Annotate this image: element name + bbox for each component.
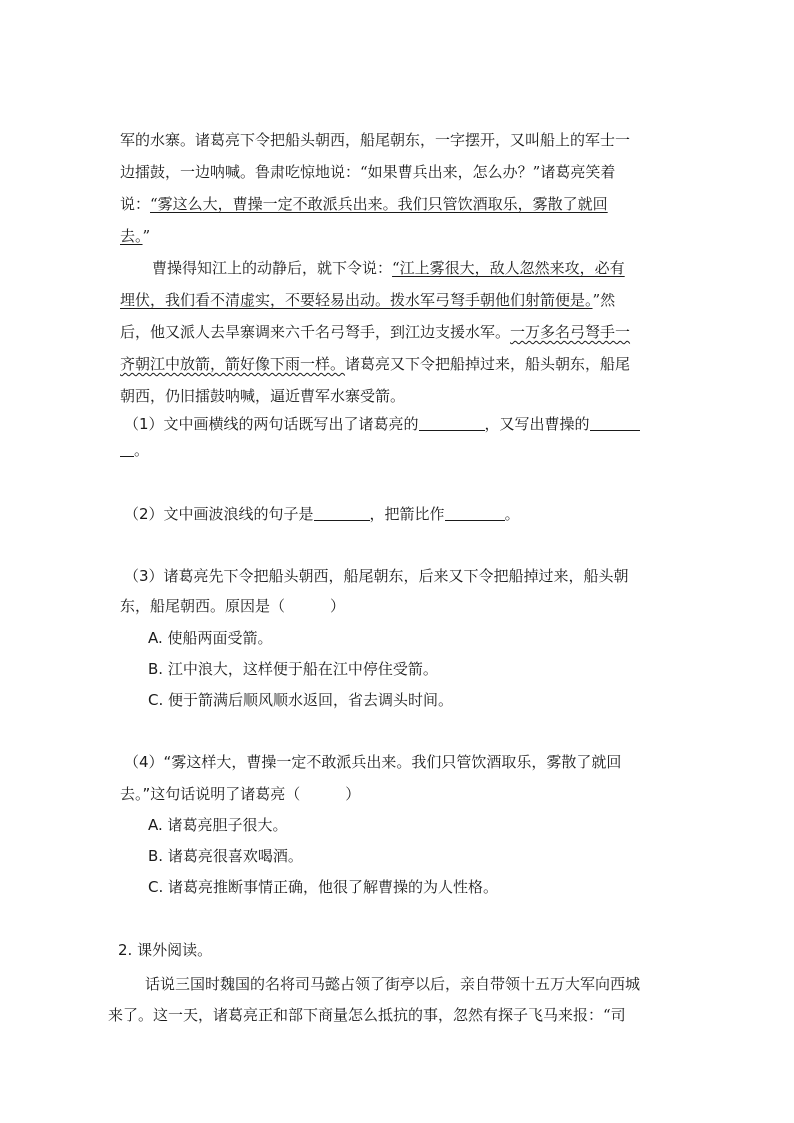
answer-blank[interactable]	[419, 414, 485, 431]
question-3-stem-line-2: 东，船尾朝西。原因是（ ）	[120, 597, 346, 615]
underlined-sentence-cao-end: 埋伏，我们看不清虚实，不要轻易出动。拨水军弓弩手朝他们射箭便是。	[120, 291, 593, 309]
question-2: （2）文中画波浪线的句子是 ，把箭比作 。	[124, 505, 520, 523]
answer-blank[interactable]	[445, 504, 505, 521]
section-2-line-2: 来了。这一天，诸葛亮正和部下商量怎么抵抗的事，忽然有探子飞马来报：“司	[108, 1006, 626, 1024]
question-3-stem-line-1: （3）诸葛亮先下令把船头朝西，船尾朝东，后来又下令把船掉过来，船头朝	[124, 567, 629, 585]
question-4-stem-line-2: 去。”这句话说明了诸葛亮（ ）	[120, 785, 361, 803]
passage-line-4: 去。”	[120, 227, 151, 245]
question-3-option-c[interactable]: C. 便于箭满后顺风顺水返回，省去调头时间。	[148, 691, 454, 709]
passage-line-5: 曹操得知江上的动静后，就下令说：“江上雾很大，敌人忽然来攻，必有	[152, 259, 625, 277]
passage-line-6: 埋伏，我们看不清虚实，不要轻易出动。拨水军弓弩手朝他们射箭便是。”然	[120, 291, 616, 309]
passage-line-2: 边擂鼓，一边呐喊。鲁肃吃惊地说：“如果曹兵出来，怎么办？”诸葛亮笑着	[120, 163, 616, 181]
section-2-line-1: 话说三国时魏国的名将司马懿占领了街亭以后，亲自带领十五万大军向西城	[145, 975, 641, 993]
wavy-sentence-end: 齐朝江中放箭，箭好像下雨一样。	[120, 355, 346, 373]
section-2-title: 2. 课外阅读。	[118, 941, 213, 959]
question-1-line-2: 。	[120, 440, 149, 460]
question-4-option-c[interactable]: C. 诸葛亮推断事情正确，他很了解曹操的为人性格。	[148, 878, 499, 896]
underlined-sentence-zhuge-end: 去。	[120, 227, 143, 245]
answer-blank[interactable]	[120, 440, 134, 457]
question-3-option-b[interactable]: B. 江中浪大，这样便于船在江中停住受箭。	[148, 660, 438, 678]
passage-line-3: 说：“雾这么大，曹操一定不敢派兵出来。我们只管饮酒取乐，雾散了就回	[120, 195, 608, 213]
question-3-option-a[interactable]: A. 使船两面受箭。	[148, 629, 273, 647]
passage-line-1: 军的水寨。诸葛亮下令把船头朝西，船尾朝东，一字摆开，又叫船上的军士一	[120, 131, 631, 149]
passage-line-9: 朝西，仍旧擂鼓呐喊，逼近曹军水寨受箭。	[120, 387, 406, 405]
question-1-line-1: （1）文中画横线的两句话既写出了诸葛亮的 ，又写出曹操的	[124, 414, 640, 434]
wavy-sentence: 一万多名弓弩手一	[510, 323, 631, 341]
question-4-option-a[interactable]: A. 诸葛亮胆子很大。	[148, 816, 288, 834]
answer-blank[interactable]	[590, 414, 640, 431]
question-4-option-b[interactable]: B. 诸葛亮很喜欢喝酒。	[148, 847, 303, 865]
underlined-sentence-cao: “江上雾很大，敌人忽然来攻，必有	[392, 259, 625, 277]
answer-blank[interactable]	[314, 504, 370, 521]
passage-line-7: 后，他又派人去旱寨调来六千名弓弩手，到江边支援水军。一万多名弓弩手一	[120, 323, 631, 341]
question-4-stem-line-1: （4）“雾这样大，曹操一定不敢派兵出来。我们只管饮酒取乐，雾散了就回	[124, 753, 622, 771]
underlined-sentence-zhuge: “雾这么大，曹操一定不敢派兵出来。我们只管饮酒取乐，雾散了就回	[150, 195, 608, 213]
passage-line-8: 齐朝江中放箭，箭好像下雨一样。诸葛亮又下令把船掉过来，船头朝东，船尾	[120, 355, 631, 373]
